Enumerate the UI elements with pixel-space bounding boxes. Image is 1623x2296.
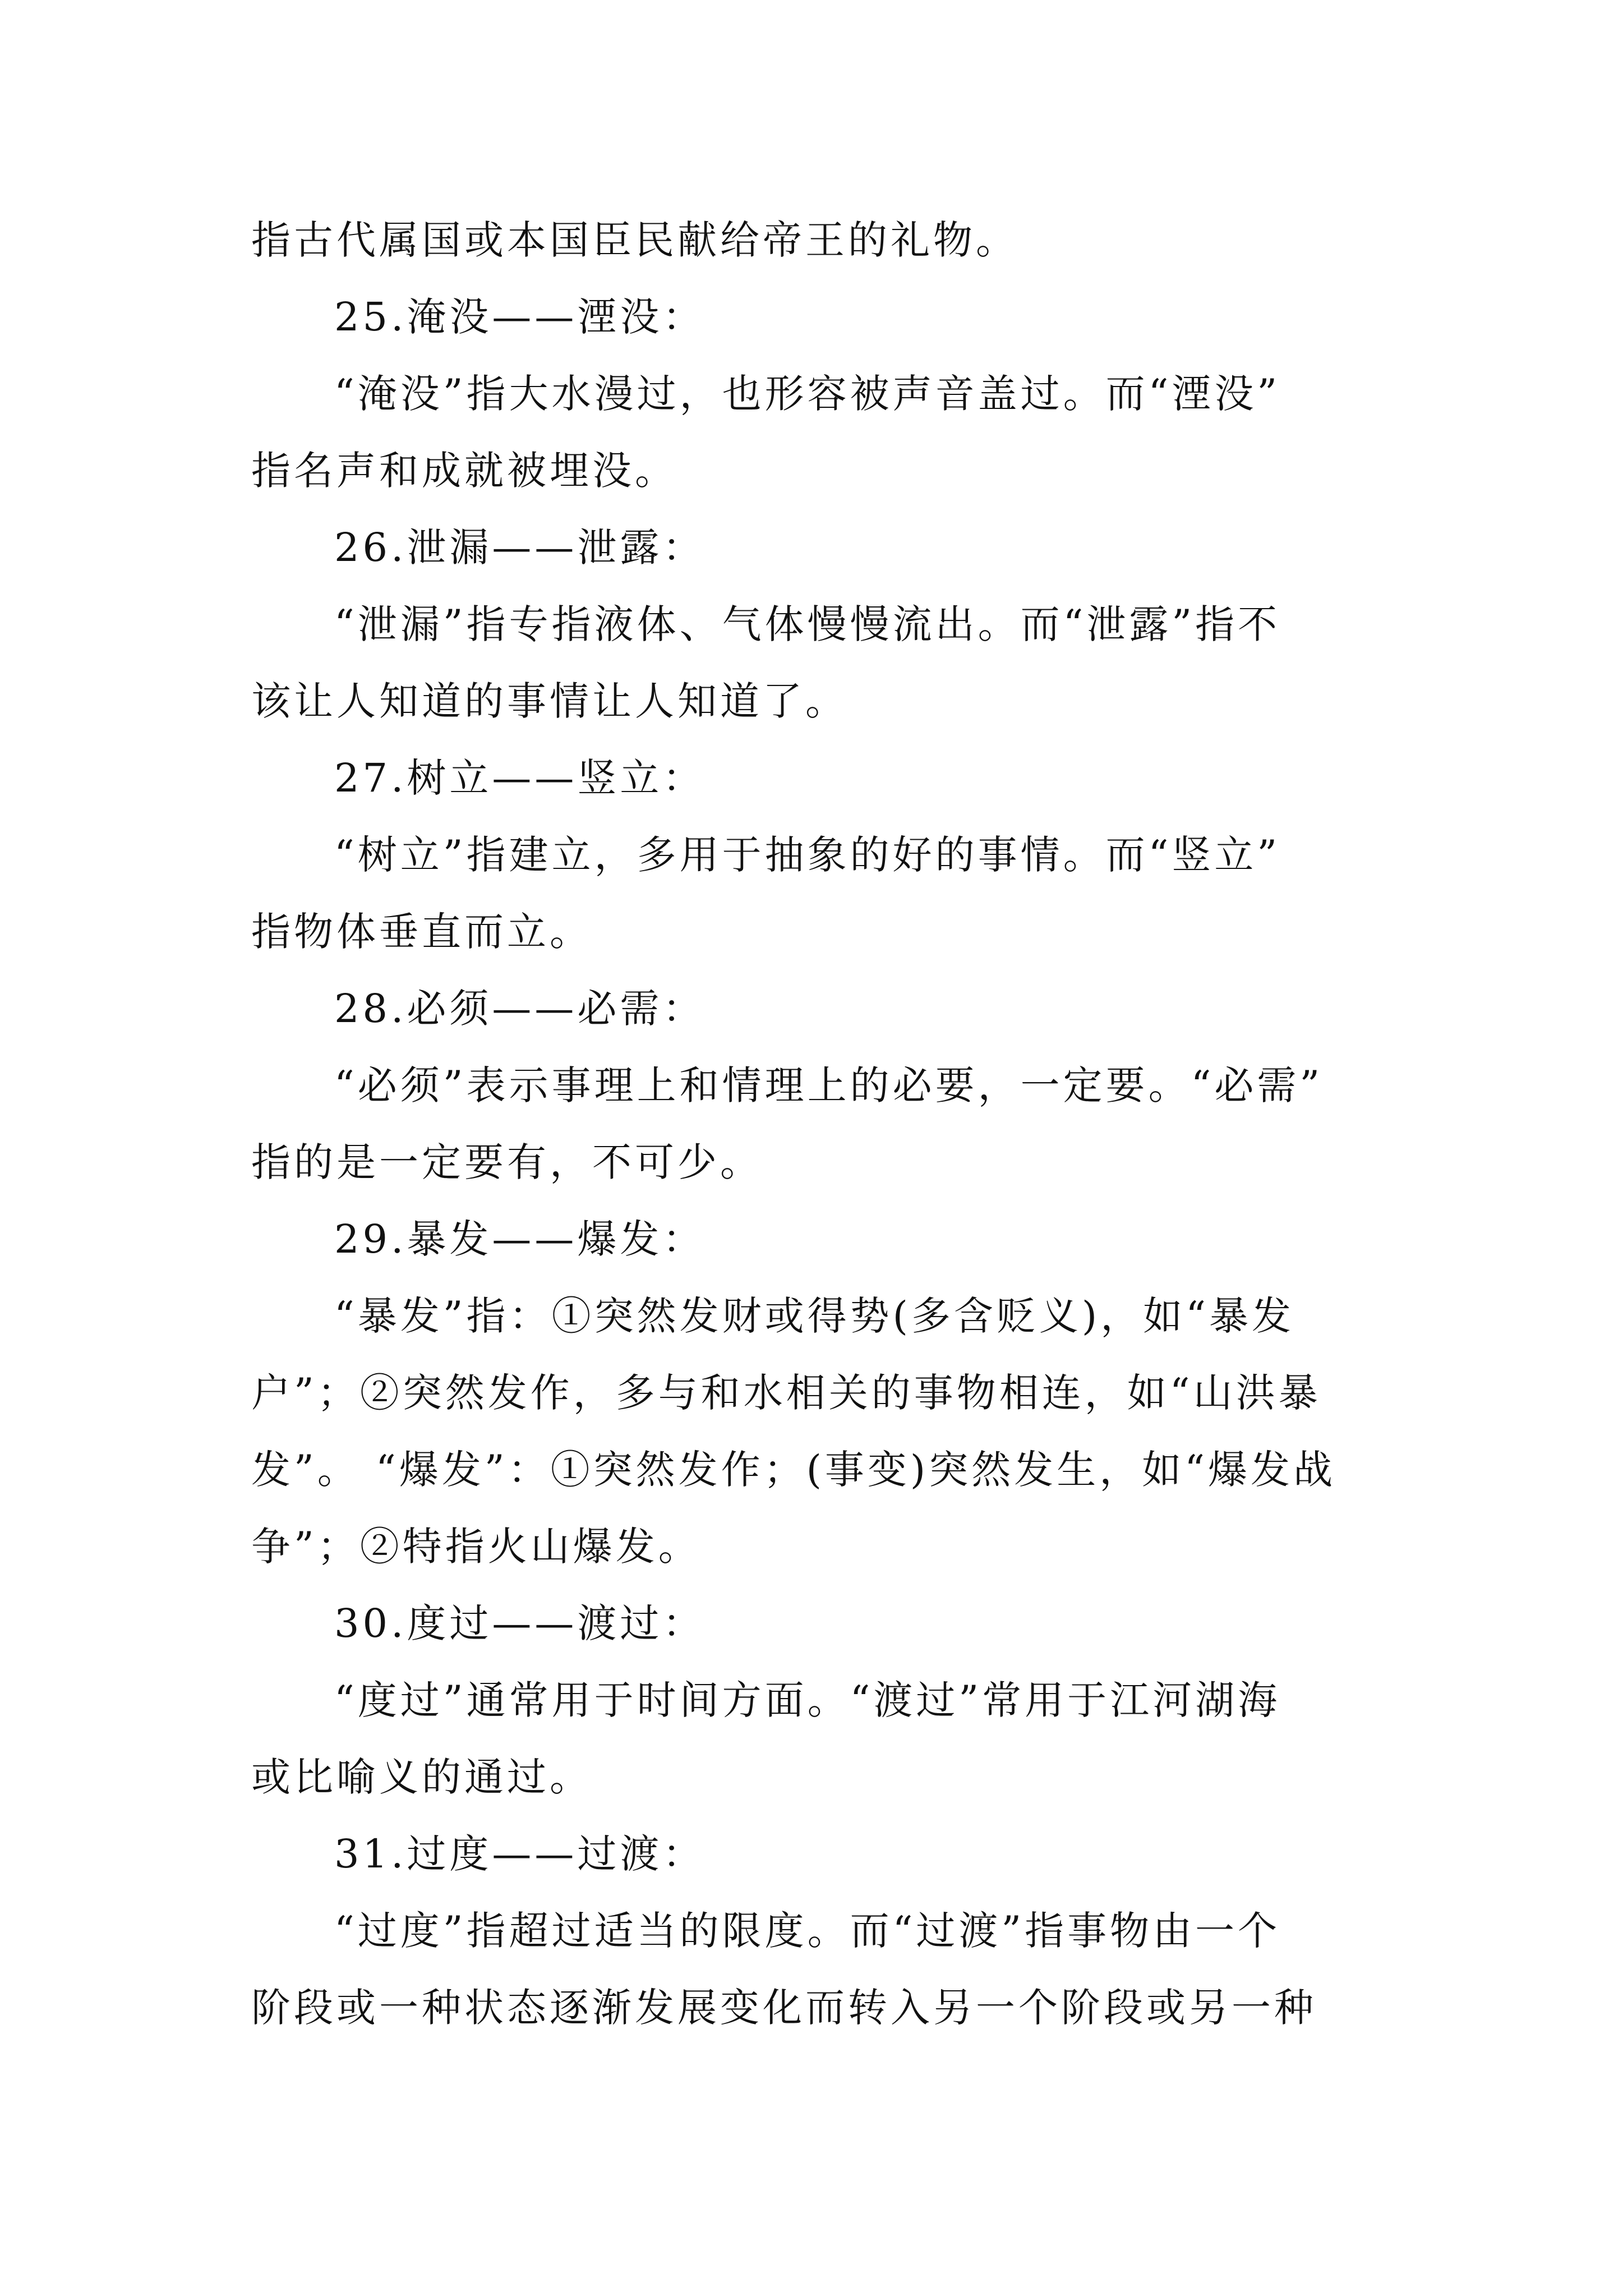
text-line: 发”。 “爆发”：①突然发作；(事变)突然发生，如“爆发战: [251, 1447, 1336, 1493]
entry-heading-28: 28.必须——必需：: [334, 986, 706, 1032]
entry-heading-30: 30.度过——渡过：: [334, 1600, 706, 1646]
text-line: 或比喻义的通过。: [251, 1754, 592, 1800]
text-line: 指名声和成就被埋没。: [251, 448, 677, 494]
text-line: “必须”表示事理上和情理上的必要，一定要。“必需”: [334, 1062, 1324, 1108]
text-line: 该让人知道的事情让人知道了。: [251, 678, 848, 724]
entry-heading-27: 27.树立——竖立：: [334, 755, 706, 801]
text-line: 争”；②特指火山爆发。: [251, 1524, 701, 1570]
text-line: “过度”指超过适当的限度。而“过渡”指事物由一个: [334, 1908, 1281, 1954]
text-line: 指物体垂直而立。: [251, 909, 592, 955]
entry-heading-31: 31.过度——过渡：: [334, 1831, 706, 1877]
text-line: “度过”通常用于时间方面。“渡过”常用于江河湖海: [334, 1677, 1281, 1723]
text-line: “树立”指建立，多用于抽象的好的事情。而“竖立”: [334, 832, 1281, 878]
text-line: 指的是一定要有，不可少。: [251, 1139, 763, 1185]
text-line: 指古代属国或本国臣民献给帝王的礼物。: [251, 217, 1018, 263]
body-text: [251, 202, 1378, 2046]
text-line: “淹没”指大水漫过，也形容被声音盖过。而“湮没”: [334, 371, 1281, 417]
text-line: 阶段或一种状态逐渐发展变化而转入另一个阶段或另一种: [251, 1985, 1317, 2031]
text-line: “暴发”指：①突然发财或得势(多含贬义)，如“暴发: [334, 1293, 1294, 1339]
entry-heading-29: 29.暴发——爆发：: [334, 1216, 706, 1262]
entry-heading-25: 25.淹没——湮没：: [334, 294, 706, 340]
entry-heading-26: 26.泄漏——泄露：: [334, 524, 706, 570]
text-line: “泄漏”指专指液体、气体慢慢流出。而“泄露”指不: [334, 601, 1281, 647]
text-line: 户”；②突然发作，多与和水相关的事物相连，如“山洪暴: [251, 1370, 1321, 1416]
